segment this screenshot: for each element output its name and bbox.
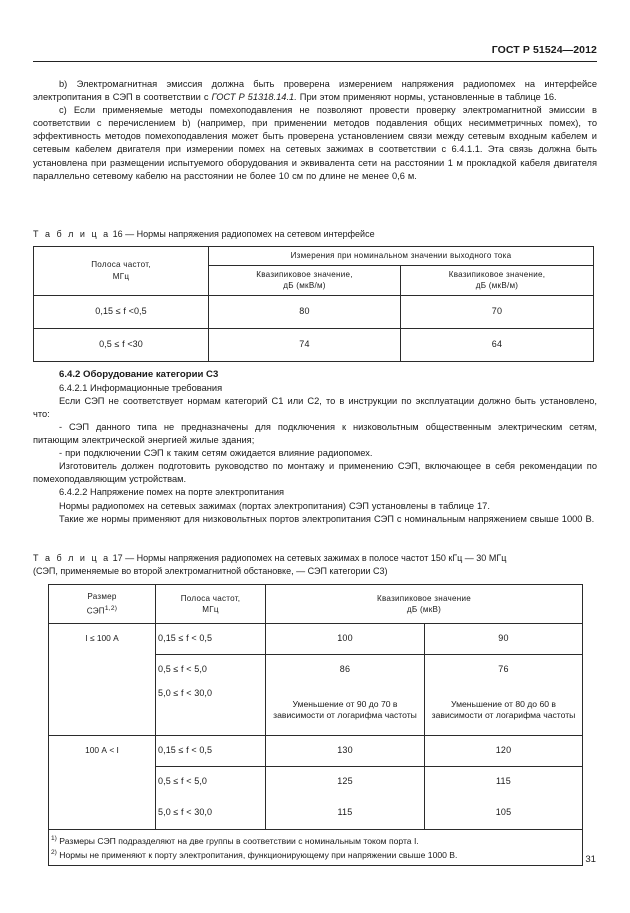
table-16-header-qp2-line2: дБ (мкВ/м) xyxy=(475,281,519,290)
table-row xyxy=(34,328,594,361)
table-17-footnotes xyxy=(49,830,583,866)
table-16-caption-number: 16 xyxy=(112,229,123,239)
table-16-header-qp2-line1: Квазипиковое значение, xyxy=(448,269,546,279)
table-17-size-0: I ≤ 100 А xyxy=(49,624,156,736)
table-17-band-1-0: 0,15 ≤ f < 0,5 xyxy=(156,736,266,767)
table-17-caption-title: — Нормы напряжения радиопомех на сетевых зажимах в полосе частот 150 кГц — 30 МГц xyxy=(125,553,507,563)
paragraph-b-reference: ГОСТ Р 51318.14.1. xyxy=(211,92,297,103)
table-16-caption-label: Т а б л и ц а xyxy=(33,229,111,239)
table-17-header-size-line2: СЭП xyxy=(86,606,105,616)
table-17-value2-1-2: 105 xyxy=(425,797,583,830)
table-row xyxy=(49,624,583,655)
table-17-band-0-0: 0,15 ≤ f < 0,5 xyxy=(156,624,266,655)
table-17-footnote-1-marker: 1) xyxy=(51,835,57,842)
table-17-header-band xyxy=(156,585,266,624)
table-17-footnote-2 xyxy=(51,847,580,861)
table-17-band-1-1: 0,5 ≤ f < 5,0 xyxy=(156,767,266,798)
table-16-header-band-line2: МГц xyxy=(112,271,130,281)
table-16-header-row-1 xyxy=(34,247,594,266)
table-17-header-band-line2: МГц xyxy=(202,605,219,614)
table-row xyxy=(49,736,583,767)
document-body xyxy=(33,78,597,201)
paragraph-b-tail: При этом применяют нормы, установленные в таблице 16. xyxy=(296,92,557,103)
paragraph-b xyxy=(33,78,597,104)
table-16-header-qp1-line2: дБ (мкВ/м) xyxy=(283,281,326,290)
paragraph-6421: Если СЭП не соответствует нормам категорий С1 или С2, то в инструкции по эксплуатации должно быть установлено, что: xyxy=(33,395,597,419)
table-17-value2-1-0: 120 xyxy=(425,736,583,767)
table-17-band-0-2: 5,0 ≤ f < 30,0 xyxy=(156,685,266,736)
table-17-footnote-2-text: Нормы не применяют к порту электропитания, функционирующему при напряжении свыше 1000 В. xyxy=(59,850,458,861)
table-16-band-1: 0,5 ≤ f <30 xyxy=(34,328,209,361)
table-17-header-size-line1: Размер xyxy=(87,592,117,602)
table-17-caption-line2: (СЭП, применяемые во второй электромагнитной обстановке, — СЭП категории С3) xyxy=(33,565,388,576)
section-642-block xyxy=(33,368,597,526)
table-17-header-value-line2: дБ (мкВ) xyxy=(406,605,442,614)
table-17-value1-0-0: 100 xyxy=(266,624,425,655)
table-16-header-span: Измерения при номинальном значении выходного тока xyxy=(209,247,594,266)
table-17-header-band-line1: Полоса частот, xyxy=(180,593,241,603)
spacer xyxy=(33,183,597,201)
table-16-caption-title: — Нормы напряжения радиопомех на сетевом интерфейсе xyxy=(125,229,375,239)
table-17-footnotes-row xyxy=(49,830,583,866)
section-6421-title: 6.4.2.1 Информационные требования xyxy=(59,382,223,393)
page-number: 31 xyxy=(585,854,596,865)
table-17-footnote-2-marker: 2) xyxy=(51,849,57,857)
table-17-band-1-2: 5,0 ≤ f < 30,0 xyxy=(156,797,266,830)
table-16-header-qp1 xyxy=(209,265,401,295)
table-17-wrapper xyxy=(48,584,582,866)
table-17-header-size xyxy=(49,585,156,624)
table-17 xyxy=(48,584,583,866)
table-17-band-0-1: 0,5 ≤ f < 5,0 xyxy=(156,655,266,686)
table-17-value1-0-1: 86 xyxy=(266,655,425,686)
table-16-qp2-1: 64 xyxy=(401,328,594,361)
header-divider xyxy=(33,61,597,62)
paragraph-manufacturer: Изготовитель должен подготовить руководство по монтажу и применению СЭП, включающее в себя рекомендации по помехоподавляющим устройствам. xyxy=(33,461,597,485)
table-17-value1-1-1: 125 xyxy=(266,767,425,798)
table-16-qp1-0: 80 xyxy=(209,295,401,328)
table-16-qp2-0: 70 xyxy=(401,295,594,328)
table-row xyxy=(34,295,594,328)
paragraph-6422-a: Нормы радиопомех на сетевых зажимах (портах электропитания) СЭП установлены в таблице 17. xyxy=(59,500,490,511)
table-17-value2-0-0: 90 xyxy=(425,624,583,655)
table-17-value1-1-2: 115 xyxy=(266,797,425,830)
document-header-title: ГОСТ Р 51524—2012 xyxy=(491,44,597,56)
table-16-caption xyxy=(33,228,597,241)
table-16-qp1-1: 74 xyxy=(209,328,401,361)
table-17-value2-1-1: 115 xyxy=(425,767,583,798)
table-17-value2-0-2: Уменьшение от 80 до 60 в зависимости от логарифма частоты xyxy=(425,685,583,736)
table-17-value2-0-1: 76 xyxy=(425,655,583,686)
table-17-caption-line1 xyxy=(33,552,597,565)
table-16-header-qp1-line1: Квазипиковое значение, xyxy=(256,269,353,279)
table-16-caption-text xyxy=(33,228,597,241)
table-17-caption-number: 17 xyxy=(112,553,123,563)
table-17-footnote-1 xyxy=(51,833,580,847)
table-16-band-0: 0,15 ≤ f <0,5 xyxy=(34,295,209,328)
table-16-wrapper xyxy=(33,246,593,362)
table-17-value1-0-2: Уменьшение от 90 до 70 в зависимости от логарифма частоты xyxy=(266,685,425,736)
table-17-caption-label: Т а б л и ц а xyxy=(33,553,111,563)
table-17-header-size-superscript: 1,2) xyxy=(104,604,118,612)
table-17-value1-1-0: 130 xyxy=(266,736,425,767)
table-17-header-row xyxy=(49,585,583,624)
table-17-footnote-1-text: Размеры СЭП подразделяют на две группы в соответствии с номинальным током порта I. xyxy=(59,835,419,846)
paragraph-b-text: b) Электромагнитная эмиссия должна быть проверена измерением напряжения радиопомех на интерфейсе электропитания в СЭП в соответствии с xyxy=(33,79,597,103)
table-16 xyxy=(33,246,594,362)
table-17-header-value-line1: Квазипиковое значение xyxy=(376,593,472,603)
table-17-header-value xyxy=(266,585,583,624)
section-642-title: 6.4.2 Оборудование категории С3 xyxy=(59,369,219,380)
list-item-2: - при подключении СЭП к таким сетям ожидается влияние радиопомех. xyxy=(59,448,373,459)
table-17-caption xyxy=(33,552,597,577)
table-16-header-band xyxy=(34,247,209,296)
table-16-header-band-line1: Полоса частот, xyxy=(91,260,151,270)
list-item-1: - СЭП данного типа не предназначены для подключения к низковольтным общественным электрическим сетям, питающим электрической энергией жилые здания; xyxy=(33,421,597,445)
section-6422-title: 6.4.2.2 Напряжение помех на порте электропитания xyxy=(59,487,285,498)
table-16-header-qp2 xyxy=(401,265,594,295)
paragraph-c: c) Если применяемые методы помехоподавления не позволяют провести проверку электромагнитной эмиссии в соответствии с перечислением b) (например, при применении методов подавления общих несимметричных помех), то эффективность методов помехоподавления может быть проверена установлением связи между сетевым входным кабелем и сетевым кабелем двигателя при измерении помех на сетевых зажимах в соответствии с 6.4.1.1. Эта связь должна быть установлена при размещении испытуемого оборудования и эквивалента сети на расстоянии 1 м прокладкой кабеля двигателя параллельно сетевому кабелю на расстоянии не более 10 см по длине не менее 0,6 м. xyxy=(33,105,597,181)
paragraph-6422-b: Такие же нормы применяют для низковольтных портов электропитания СЭП с номинальным напряжением свыше 1000 В. xyxy=(59,513,595,524)
table-17-size-1: 100 А < I xyxy=(49,736,156,830)
